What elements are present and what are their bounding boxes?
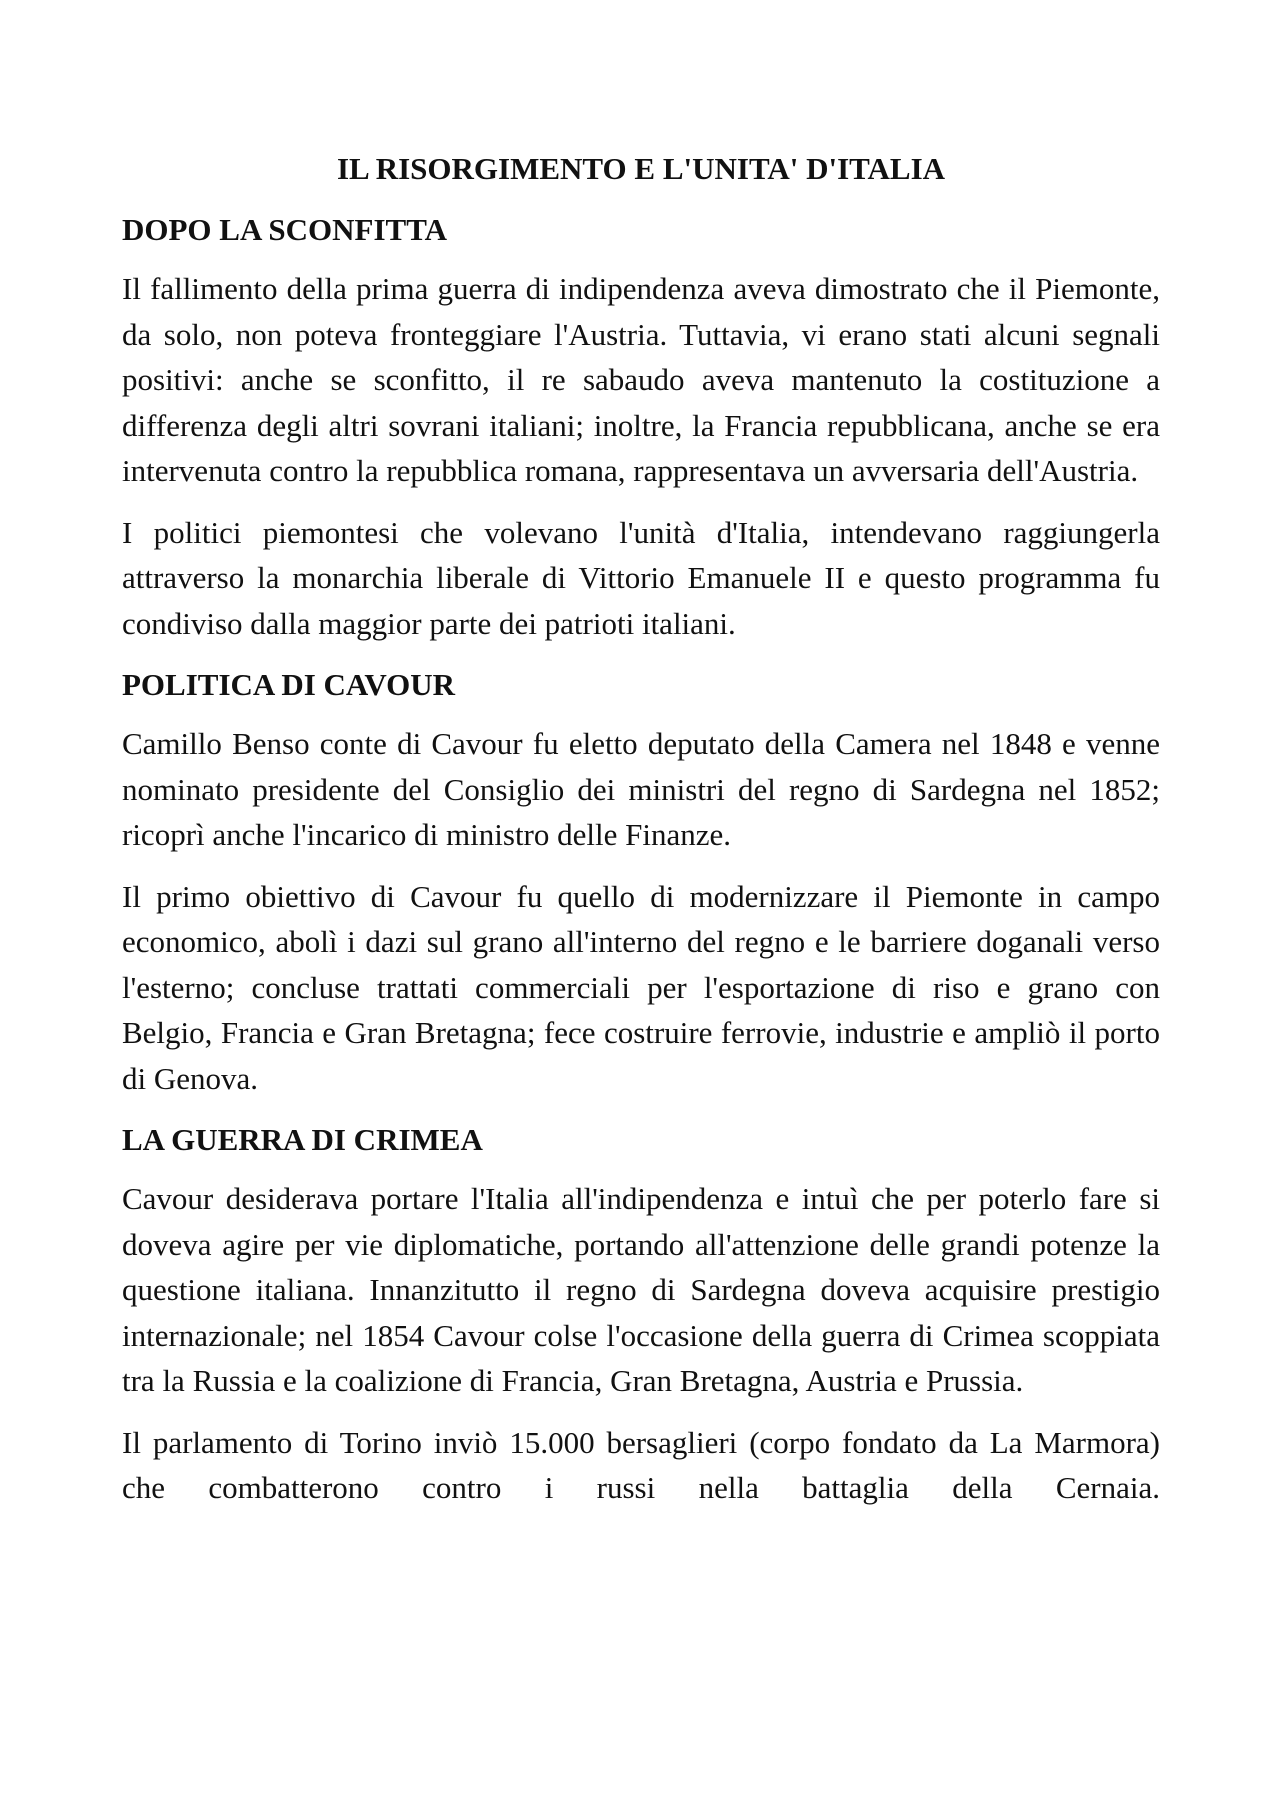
paragraph: I politici piemontesi che volevano l'unità d'Italia, intendevano raggiungerla attraverso la monarchia liberale di Vittorio Emanuele II e questo programma fu condiviso dalla maggior parte dei patrioti italiani. <box>122 514 1160 641</box>
section-heading: POLITICA DI CAVOUR <box>122 667 455 702</box>
section-dopo-la-sconfitta <box>122 207 1160 646</box>
section-la-guerra-di-crimea <box>122 1117 1160 1511</box>
document-title: IL RISORGIMENTO E L'UNITA' D'ITALIA <box>336 151 946 186</box>
paragraph: Il parlamento di Torino inviò 15.000 bersaglieri (corpo fondato da La Marmora) che combatterono contro i russi nella battaglia della Cernaia. <box>122 1424 1160 1505</box>
paragraph: Camillo Benso conte di Cavour fu eletto deputato della Camera nel 1848 e venne nominato presidente del Consiglio dei ministri del regno di Sardegna nel 1852; ricoprì anche l'incarico di ministro delle Finanze. <box>122 726 1160 852</box>
section-heading: LA GUERRA DI CRIMEA <box>122 1122 483 1157</box>
document-page <box>122 146 1160 1527</box>
section-politica-di-cavour <box>122 662 1160 1101</box>
section-heading: DOPO LA SCONFITTA <box>122 212 447 247</box>
paragraph: Cavour desiderava portare l'Italia all'indipendenza e intuì che per poterlo fare si doveva agire per vie diplomatiche, portando all'attenzione delle grandi potenze la questione italiana. Innanzitutto il regno di Sardegna doveva acquisire prestigio internazionale; nel 1854 Cavour colse l'occasione della guerra di Crimea scoppiata tra la Russia e la coalizione di Francia, Gran Bretagna, Austria e Prussia. <box>122 1181 1160 1398</box>
paragraph: Il primo obiettivo di Cavour fu quello di modernizzare il Piemonte in campo economico, abolì i dazi sul grano all'interno del regno e le barriere doganali verso l'esterno; concluse trattati commerciali per l'esportazione di riso e grano con Belgio, Francia e Gran Bretagna; fece costruire ferrovie, industrie e ampliò il porto di Genova. <box>122 878 1160 1096</box>
paragraph: Il fallimento della prima guerra di indipendenza aveva dimostrato che il Piemonte, da solo, non poteva fronteggiare l'Austria. Tuttavia, vi erano stati alcuni segnali positivi: anche se sconfitto, il re sabaudo aveva mantenuto la costituzione a differenza degli altri sovrani italiani; inoltre, la Francia repubblicana, anche se era intervenuta contro la repubblica romana, rappresentava un avversaria dell'Austria. <box>122 271 1160 488</box>
